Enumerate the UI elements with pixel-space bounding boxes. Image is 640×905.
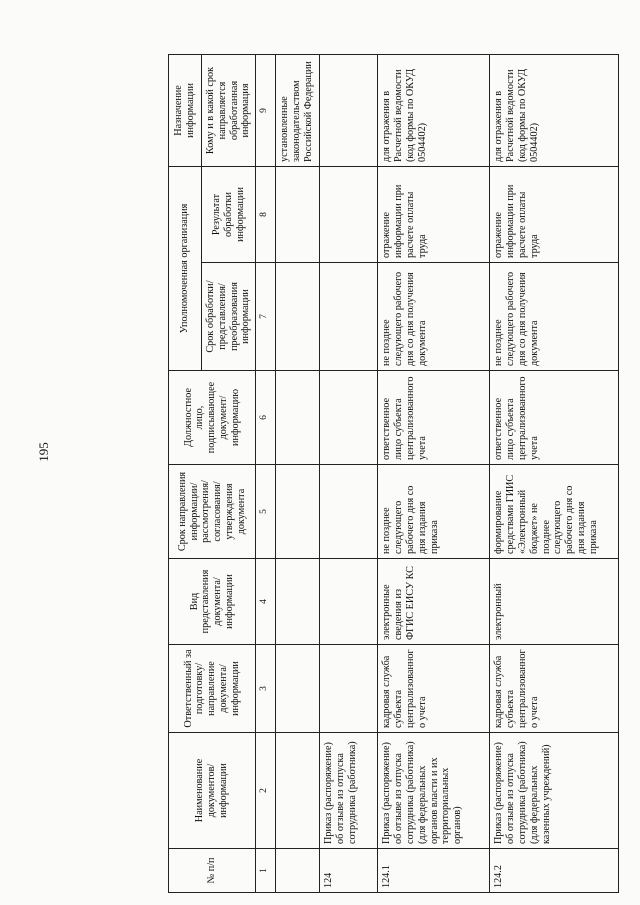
destination: для отражения в Расчетной ведомости (код формы по ОКУД 0504402) [490, 54, 619, 166]
col-number: 7 [256, 263, 276, 371]
column-number-row [256, 54, 276, 892]
doc-name: Приказ (распоряжение) об отзыве из отпуска сотрудника (работника) (для федеральных органов власти и их территориальных органов) [378, 733, 490, 849]
col-number: 5 [256, 465, 276, 559]
row-number: 124.2 [490, 849, 619, 893]
row-number: 124 [320, 849, 378, 893]
header-official: Должностное лицо, подписывающее документ/ информацию [169, 371, 256, 465]
recipient-cell: установленные законодательством Российской Федерации [276, 54, 320, 166]
responsible: кадровая служба субъекта централизованного учета [378, 645, 490, 733]
doc-name: Приказ (распоряжение) об отзыве из отпуска сотрудника (работника) (для федеральных казенных учреждений) [490, 733, 619, 849]
kind: электронные сведения из ФГИС ЕИСУ КС [378, 559, 490, 645]
responsible: кадровая служба субъекта централизованного учета [490, 645, 619, 733]
responsible [320, 645, 378, 733]
header-row [169, 54, 202, 892]
doc-name: Приказ (распоряжение) об отзыве из отпуска сотрудника (работника) [320, 733, 378, 849]
header-result: Результат обработки информации [202, 166, 256, 262]
header-kind: Вид представления документа/ информации [169, 559, 256, 645]
col-number: 2 [256, 733, 276, 849]
col-number: 3 [256, 645, 276, 733]
table-row [378, 54, 490, 892]
destination: для отражения в Расчетной ведомости (код формы по ОКУД 0504402) [378, 54, 490, 166]
table-row [276, 54, 320, 892]
header-responsible: Ответственный за подготовку/ направление документа/ информации [169, 645, 256, 733]
header-processing-term: Срок обработки/ представления/ преобразования информации [202, 263, 256, 371]
table-row [490, 54, 619, 892]
result: отражение информации при расчете оплаты труда [378, 166, 490, 262]
header-recipient: Кому и в какой срок направляется обработанная информация [202, 54, 256, 166]
kind: электронный [490, 559, 619, 645]
official [320, 371, 378, 465]
official: ответственное лицо субъекта централизованного учета [490, 371, 619, 465]
col-number: 9 [256, 54, 276, 166]
header-destination: Назначение информации [169, 54, 202, 166]
table-wrapper [168, 55, 619, 893]
header-num: № п/п [169, 849, 256, 893]
destination [320, 54, 378, 166]
processing-term: не позднее следующего рабочего дня со дня получения документа [378, 263, 490, 371]
col-number: 8 [256, 166, 276, 262]
term: формирование средствами ГИИС «Электронный бюджет» не позднее следующего рабочего дня со дня издания приказа [490, 465, 619, 559]
header-group: Уполномоченная организация [169, 166, 202, 370]
table-row [320, 54, 378, 892]
term: не позднее следующего рабочего дня со дня издания приказа [378, 465, 490, 559]
header-name: Наименование документов/ информации [169, 733, 256, 849]
row-number: 124.1 [378, 849, 490, 893]
page-number: 195 [36, 442, 51, 462]
col-number: 1 [256, 849, 276, 893]
document-table [168, 54, 619, 893]
term [320, 465, 378, 559]
official: ответственное лицо субъекта централизованного учета [378, 371, 490, 465]
col-number: 4 [256, 559, 276, 645]
processing-term: не позднее следующего рабочего дня со дня получения документа [490, 263, 619, 371]
result [320, 166, 378, 262]
result: отражение информации при расчете оплаты труда [490, 166, 619, 262]
processing-term [320, 263, 378, 371]
col-number: 6 [256, 371, 276, 465]
kind [320, 559, 378, 645]
header-term: Срок направления информации/ рассмотрения/ согласования/ утверждения документа [169, 465, 256, 559]
